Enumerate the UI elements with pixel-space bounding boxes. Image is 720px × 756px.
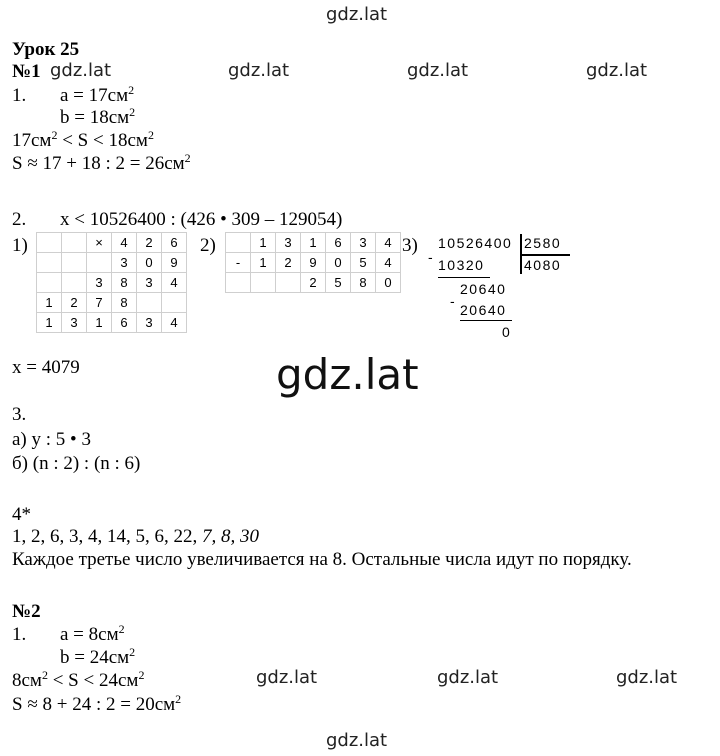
watermark-row2-b: gdz.lat — [437, 667, 499, 688]
watermark-bottom: gdz.lat — [326, 730, 388, 751]
step-3-label: 3) — [402, 235, 418, 256]
task-3-part-b: б) (n : 2) : (n : 6) — [12, 453, 141, 474]
ex2-task-1-side-a: $a = 8см^2$ — [60, 622, 125, 645]
task-1-number: 1. — [12, 85, 27, 106]
division-subtrahend-1: 10320 — [438, 257, 485, 273]
division-divisor-underline — [520, 254, 570, 256]
task-1-inequality: $17см^2 < S < 18см^2$ — [12, 128, 154, 151]
watermark-top: gdz.lat — [326, 4, 388, 25]
task-4-explanation: Каждое третье число увеличивается на 8. Остальные числа идут по порядку. — [12, 549, 632, 570]
watermark-center: gdz.lat — [276, 350, 419, 399]
task-4-sequence: 1, 2, 6, 3, 4, 14, 5, 6, 22, 7, 8, 30 — [12, 526, 259, 547]
division-quotient: 4080 — [524, 257, 562, 273]
exercise-2-label: №2 — [12, 601, 41, 622]
watermark-row1-c: gdz.lat — [407, 60, 469, 81]
division-minus-1: - — [428, 249, 435, 265]
subtraction-grid: 1 3 1 6 3 4 - 1 2 9 0 5 4 2 5 8 0 — [225, 232, 401, 293]
division-remainder-1: 20640 — [460, 281, 507, 297]
task-2-answer: x = 4079 — [12, 357, 80, 378]
multiplication-grid: × 4 2 6 3 0 9 3 8 3 4 1 2 7 8 1 3 1 6 3 4 — [36, 232, 187, 333]
task-3-number: 3. — [12, 404, 27, 425]
task-2-number: 2. — [12, 209, 27, 230]
ex2-task-1-number: 1. — [12, 624, 27, 645]
watermark-row1-b: gdz.lat — [228, 60, 290, 81]
division-remainder-final: 0 — [502, 324, 512, 340]
division-dividend: 10526400 — [438, 235, 513, 251]
watermark-row1-a: gdz.lat — [50, 60, 112, 81]
lesson-title: Урок 25 — [12, 39, 80, 60]
division-divisor: 2580 — [524, 235, 562, 251]
task-1-side-b: $b = 18см^2$ — [60, 105, 136, 128]
exercise-1-label: №1 — [12, 61, 41, 82]
watermark-row1-d: gdz.lat — [586, 60, 648, 81]
ex2-task-1-inequality: $8см^2 < S < 24см^2$ — [12, 668, 145, 691]
step-1-label: 1) — [12, 235, 28, 256]
ex2-task-1-approx: S ≈ 8 + 24 : $2 = 20см^2$ — [12, 692, 182, 715]
task-1-side-a: $a = 17см^2$ — [60, 83, 135, 106]
ex2-task-1-side-b: $b = 24см^2$ — [60, 645, 136, 668]
task-2-expression: x < 10526400 : (426 • 309 – 129054) — [60, 209, 343, 230]
division-subtrahend-2: 20640 — [460, 302, 507, 318]
watermark-row2-a: gdz.lat — [256, 667, 318, 688]
division-line-1 — [438, 277, 490, 278]
task-3-part-a: а) y : 5 • 3 — [12, 429, 91, 450]
task-4-number: 4* — [12, 504, 31, 525]
division-minus-2: - — [450, 293, 457, 309]
subtraction-minus: - — [226, 253, 251, 273]
step-2-label: 2) — [200, 235, 216, 256]
task-1-approx: S ≈ 17 + 18 : $2 = 26см^2$ — [12, 151, 191, 174]
division-line-2 — [460, 320, 512, 321]
watermark-row2-c: gdz.lat — [616, 667, 678, 688]
